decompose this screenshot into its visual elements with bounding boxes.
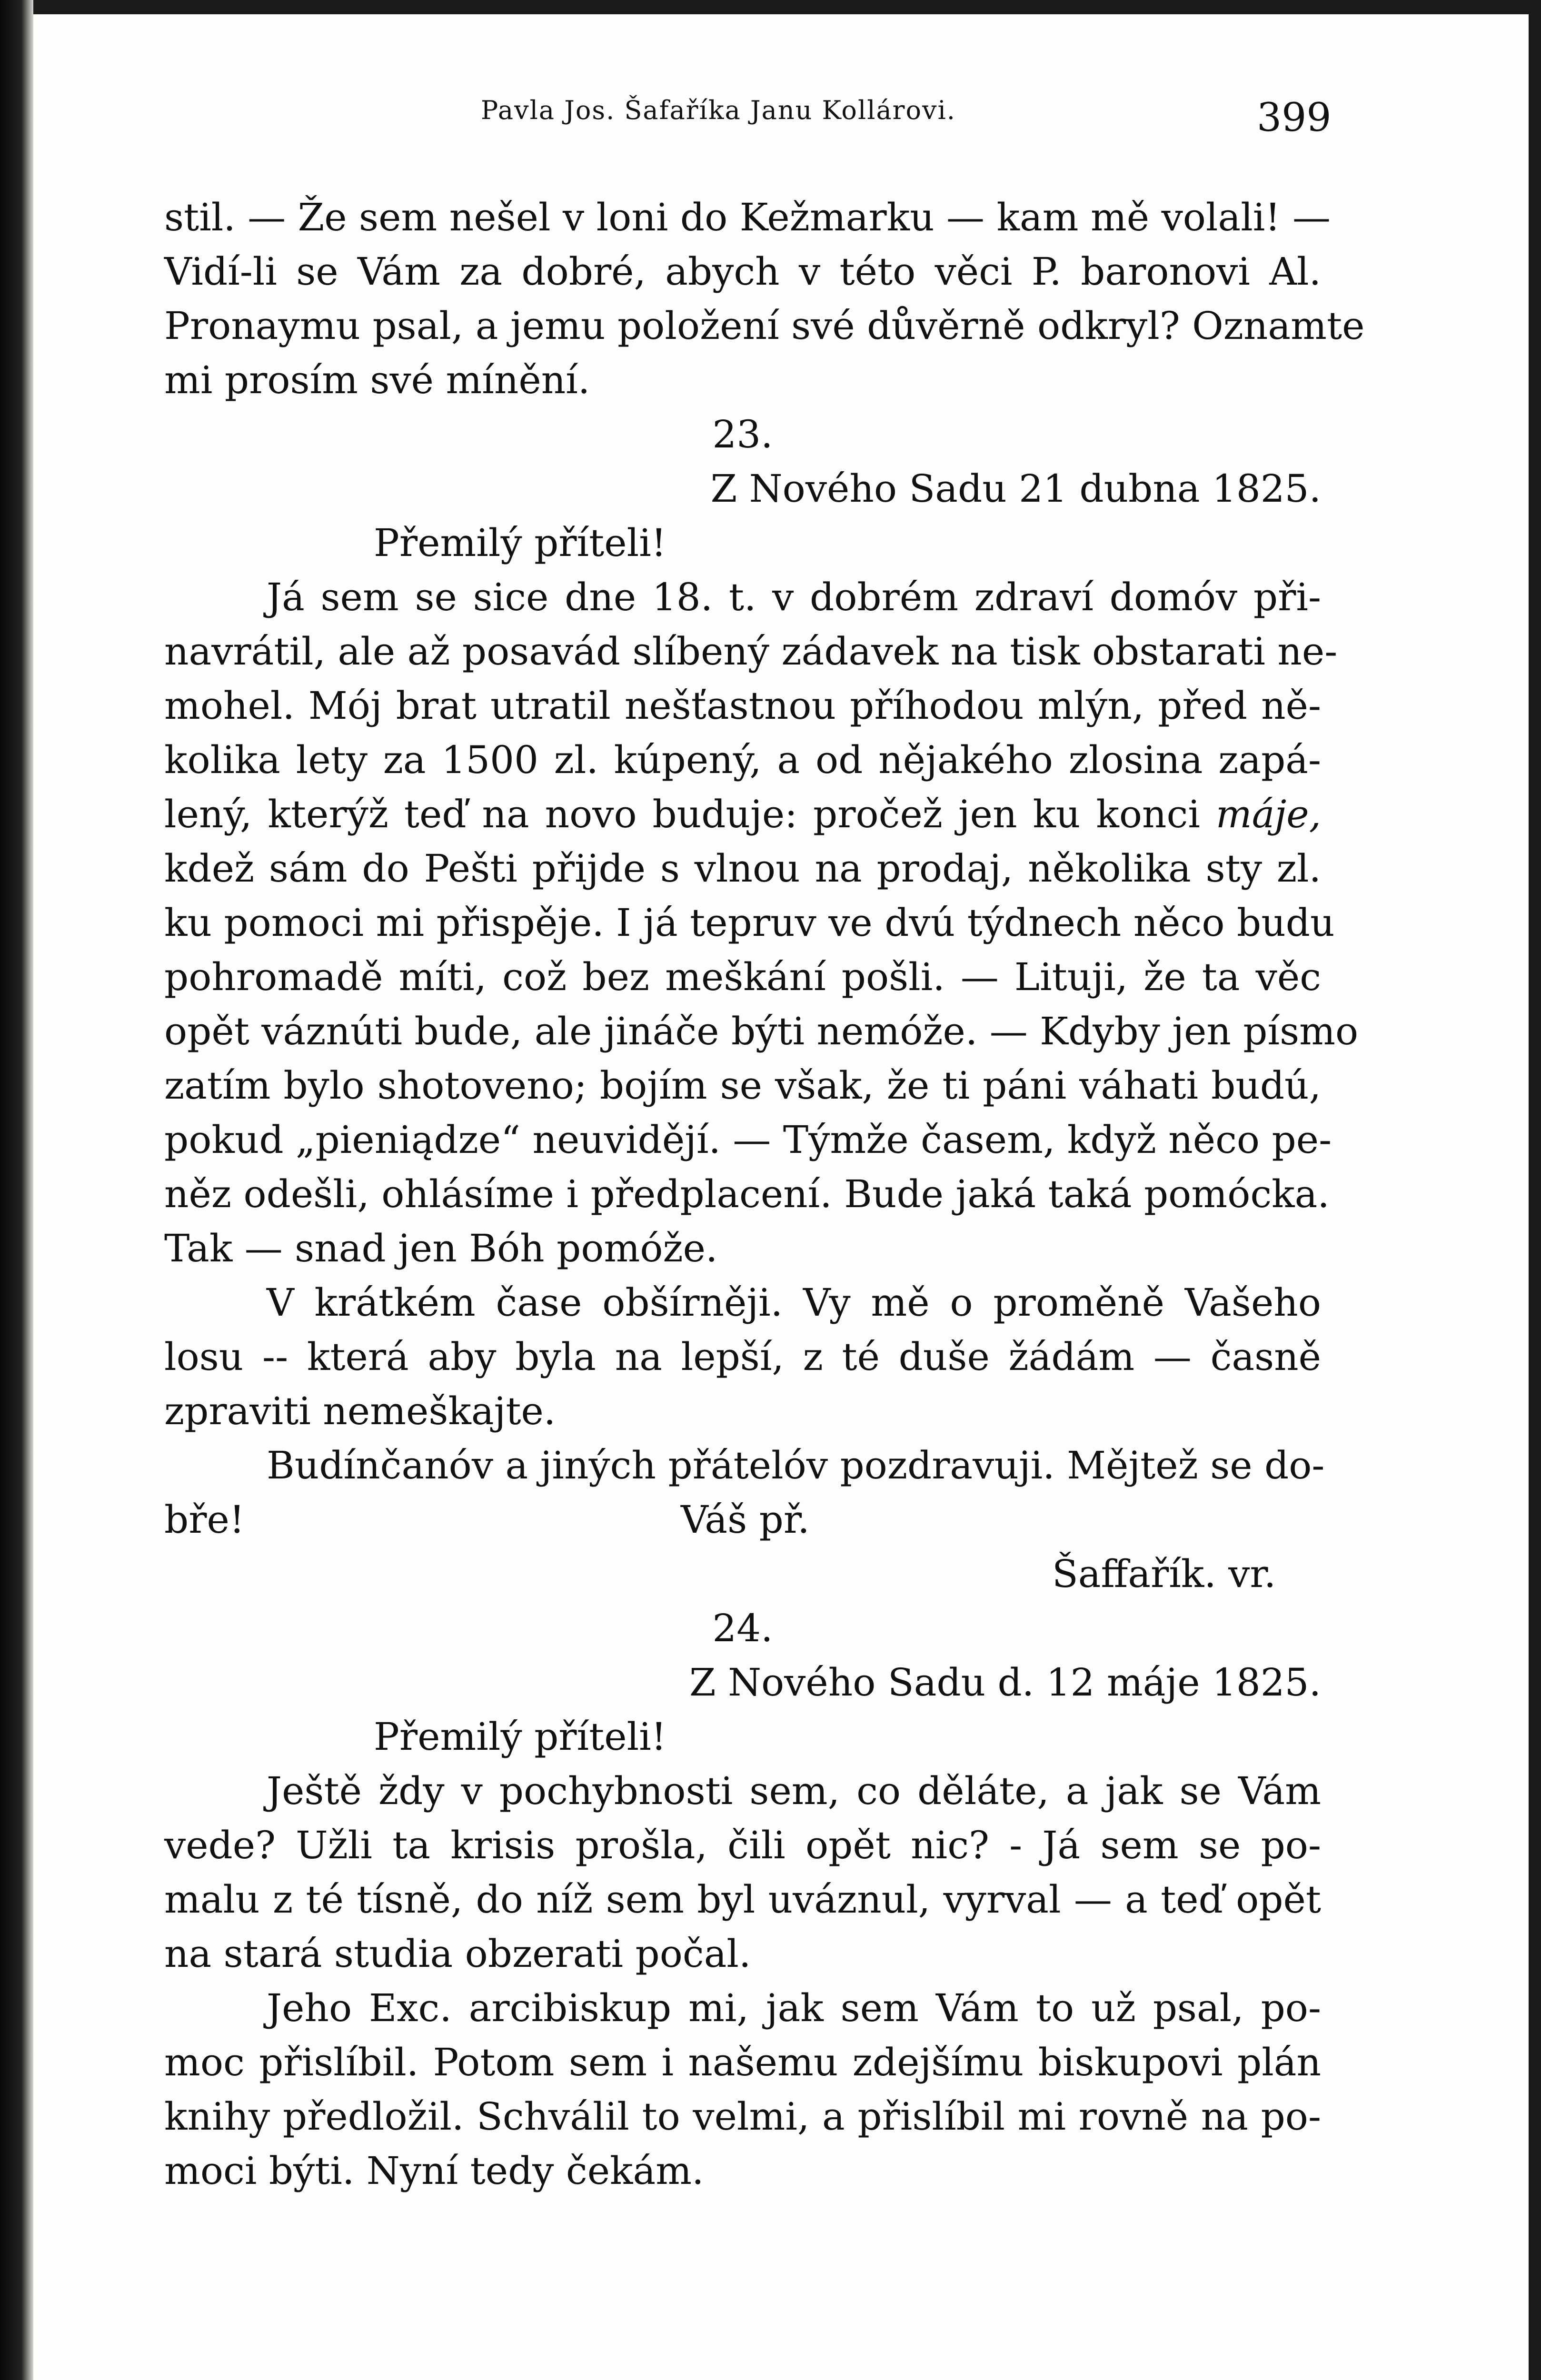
text-segment: lený, kterýž teď na novo buduje: pročež jen ku konci — [164, 792, 1200, 836]
page-body — [164, 190, 1365, 2198]
text-line: mi prosím své mínění. — [164, 358, 590, 402]
page-number: 399 — [1257, 95, 1332, 140]
text-line: bře! — [164, 1497, 245, 1542]
text-line: kdež sám do Pešti přijde s vlnou na prodaj, několika sty zl. — [164, 846, 1321, 891]
scan-top-edge — [0, 0, 1541, 14]
text-line: ku pomoci mi přispěje. I já tepruv ve dvú týdnech něco budu — [164, 901, 1335, 945]
text-line: Vidí-li se Vám za dobré, abych v této věci P. baronovi Al. — [164, 249, 1321, 294]
text-line: moci býti. Nyní tedy čekám. — [164, 2149, 704, 2193]
text-line: Pronaymu psal, a jemu položení své důvěrně odkryl? Oznamte — [164, 304, 1365, 348]
text-line: něz odešli, ohlásíme i předplacení. Bude jaká taká pomócka. — [164, 1172, 1330, 1216]
text-line: malu z té tísně, do níž sem byl uváznul, vyrval — a teď opět — [164, 1877, 1321, 1922]
text-line: Já sem se sice dne 18. t. v dobrém zdraví domóv při- — [267, 575, 1321, 619]
letter-place-date: Z Nového Sadu 21 dubna 1825. — [710, 466, 1321, 511]
text-line: kolika lety za 1500 zl. kúpený, a od nějakého zlosina zapá- — [164, 738, 1321, 782]
letter-place-date: Z Nového Sadu d. 12 máje 1825. — [689, 1660, 1321, 1705]
letter-salutation: Přemilý příteli! — [374, 521, 666, 565]
scan-right-edge — [1529, 0, 1541, 2380]
text-line: moc přislíbil. Potom sem i našemu zdejšímu biskupovi plán — [164, 2040, 1321, 2084]
text-line: vede? Užli ta krisis prošla, čili opět nic? - Já sem se po- — [164, 1823, 1321, 1867]
letter-salutation: Přemilý příteli! — [374, 1715, 666, 1759]
text-line: Ještě ždy v pochybnosti sem, co děláte, a jak se Vám — [267, 1769, 1321, 1813]
letter-number: 24. — [712, 1606, 773, 1650]
text-line: losu -- která aby byla na lepší, z té duše žádám — časně — [164, 1335, 1321, 1379]
text-line: zatím bylo shotoveno; bojím se však, že ti páni váhati budú, — [164, 1063, 1321, 1108]
letter-number: 23. — [712, 412, 773, 456]
text-line: navrátil, ale až posavád slíbený zádavek na tisk obstarati ne- — [164, 629, 1338, 674]
text-line — [164, 787, 1321, 842]
letter-signature: Šaffařík. vr. — [1052, 1552, 1276, 1596]
text-line: Jeho Exc. arcibiskup mi, jak sem Vám to už psal, po- — [267, 1986, 1321, 2030]
text-line: pokud „pieniądze“ neuvidějí. — Týmže časem, když něco pe- — [164, 1118, 1332, 1162]
text-line: knihy předložil. Schválil to velmi, a přislíbil mi rovně na po- — [164, 2094, 1321, 2139]
text-line: mohel. Mój brat utratil nešťastnou příhodou mlýn, před ně- — [164, 684, 1321, 728]
scan-binding-edge — [0, 0, 33, 2380]
text-line: Budínčanóv a jiných přátelóv pozdravuji. Mějtež se do- — [267, 1443, 1325, 1488]
text-line: opět váznúti bude, ale jináče býti nemóže. — Kdyby jen písmo — [164, 1009, 1359, 1053]
text-line: zpraviti nemeškajte. — [164, 1389, 556, 1433]
closing-line — [164, 1493, 1321, 1547]
text-line: stil. — Že sem nešel v loni do Kežmarku — kam mě volali! — — [164, 195, 1331, 239]
text-line: Tak — snad jen Bóh pomóže. — [164, 1226, 718, 1270]
text-line: na stará studia obzerati počal. — [164, 1932, 751, 1976]
text-line: V krátkém čase obšírněji. Vy mě o proměně Vašeho — [267, 1280, 1321, 1325]
letter-closing: Váš př. — [681, 1497, 810, 1542]
italic-word: máje, — [1215, 792, 1321, 836]
text-line: pohromadě míti, což bez meškání pošli. — Lituji, že ta věc — [164, 955, 1321, 999]
running-head: Pavla Jos. Šafaříka Janu Kollárovi. — [481, 95, 956, 125]
